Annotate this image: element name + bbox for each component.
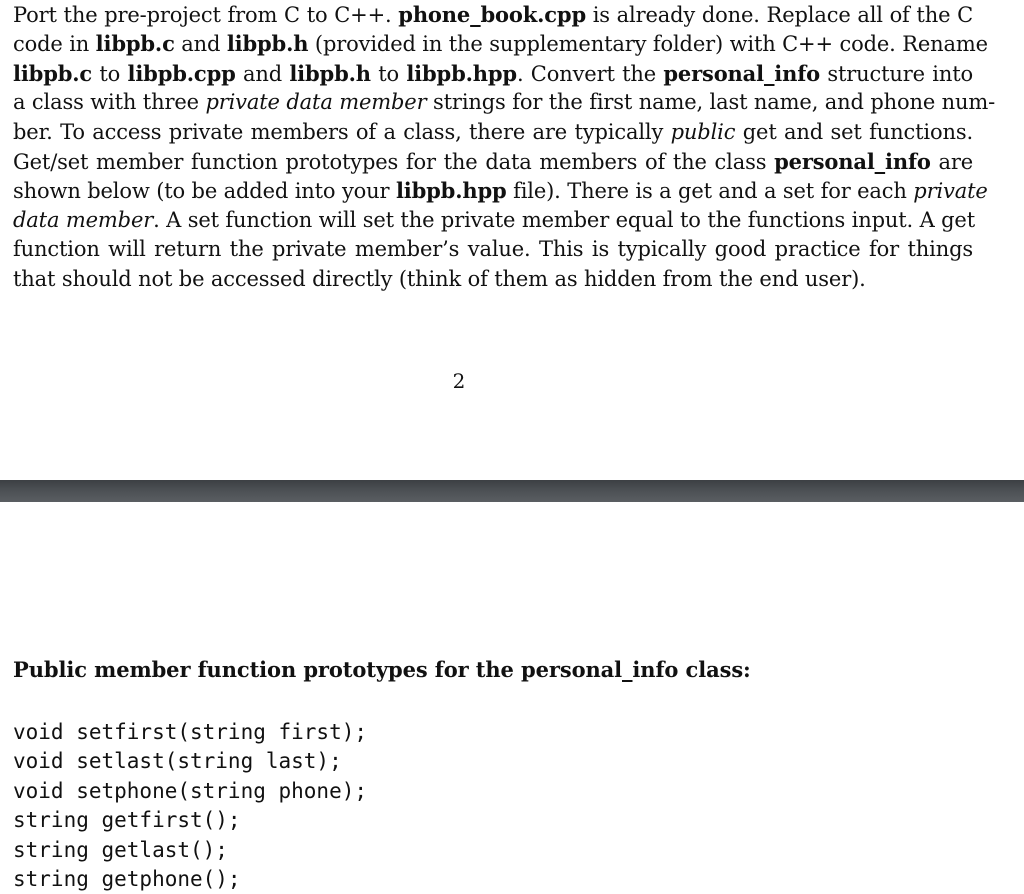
- bold-term: libpb.c: [95, 31, 175, 57]
- paragraph: [13, 0, 996, 294]
- bold-term: libpb.c: [13, 60, 93, 86]
- text-run: strings for the first name, last name, and phone num-: [426, 90, 996, 115]
- bold-term: libpb.h: [226, 31, 309, 57]
- bold-term: phone_book.cpp: [398, 2, 586, 27]
- paragraph-line: [13, 235, 973, 264]
- text-run: are: [930, 149, 974, 174]
- text-run: a class with three: [13, 90, 206, 115]
- paragraph-line: [13, 206, 976, 235]
- bold-term: personal_info: [663, 60, 820, 86]
- text-run: Port the pre-project from C to C++.: [13, 3, 399, 27]
- text-run: that should not be accessed directly (think of them as hidden from the end user).: [13, 266, 866, 291]
- text-run: structure into: [820, 61, 973, 86]
- text-run: to: [370, 61, 407, 86]
- text-run: file). There is a get and a set for each: [506, 179, 914, 204]
- bold-term: libpb.hpp: [406, 60, 517, 86]
- text-run: is already done. Replace all of the C: [585, 3, 974, 27]
- text-run: function will return the private member’s value. This is typically good practice for things: [13, 237, 973, 262]
- paragraph-line: [13, 176, 988, 205]
- text-run: Get/set member function prototypes for the data members of the class: [13, 149, 775, 174]
- emphasis-term: public: [670, 119, 736, 144]
- code-block: [13, 718, 367, 894]
- text-run: ber. To access private members of a class, there are typically: [13, 119, 671, 144]
- text-run: . A set function will set the private member equal to the functions input. A get: [153, 207, 976, 232]
- page-separator: [0, 480, 1024, 502]
- paragraph-line: [13, 59, 973, 88]
- text-run: code in: [13, 32, 96, 57]
- paragraph-line: [13, 147, 973, 176]
- text-run: (provided in the supplementary folder) with C++ code. Rename: [308, 32, 988, 57]
- bold-term: libpb.hpp: [395, 178, 507, 204]
- code-line: string getfirst();: [13, 808, 241, 833]
- text-run: . Convert the: [516, 61, 664, 86]
- bold-term: libpb.cpp: [127, 60, 236, 86]
- paragraph-line: [13, 29, 988, 58]
- text-run: to: [92, 61, 128, 86]
- emphasis-term: private: [913, 179, 988, 204]
- text-run: get and set functions.: [735, 119, 973, 144]
- text-run: shown below (to be added into your: [13, 179, 396, 204]
- emphasis-term: private data member: [205, 90, 427, 115]
- paragraph-line: [13, 118, 973, 147]
- text-run: and: [174, 32, 227, 57]
- bold-term: personal_info: [774, 148, 931, 174]
- code-line: string getphone();: [13, 866, 241, 891]
- code-line: void setfirst(string first);: [13, 720, 368, 744]
- paragraph-line: [13, 0, 973, 29]
- paragraph-line: [13, 88, 996, 117]
- page-number: 2: [452, 369, 466, 393]
- code-line: string getlast();: [13, 837, 228, 862]
- bold-term: libpb.h: [289, 60, 371, 86]
- text-run: and: [235, 61, 290, 86]
- paragraph-line: [13, 265, 973, 294]
- section-heading: Public member function prototypes for the personal_info class:: [13, 657, 751, 682]
- code-line: void setlast(string last);: [13, 749, 342, 774]
- emphasis-term: data member: [13, 207, 154, 232]
- code-line: void setphone(string phone);: [13, 778, 368, 803]
